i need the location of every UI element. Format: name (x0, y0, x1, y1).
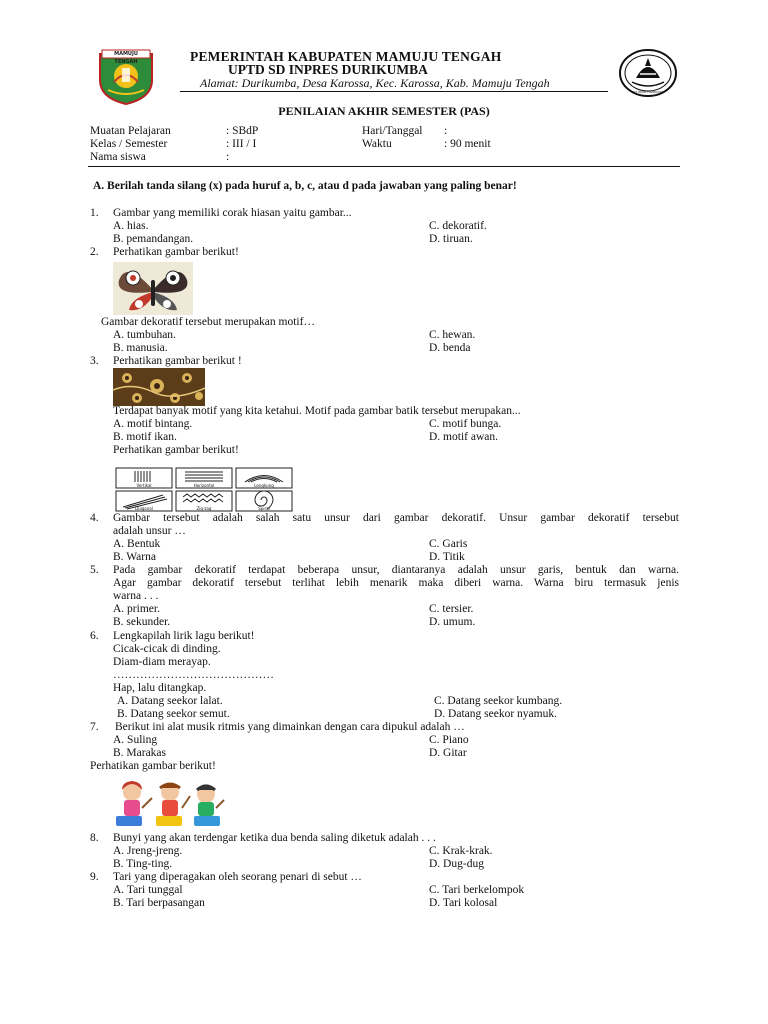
q6-option-d[interactable]: D. Datang seekor nyamuk. (434, 708, 557, 720)
q2-option-b[interactable]: B. manusia. (113, 342, 168, 354)
muatan-value: : SBdP (226, 125, 259, 137)
waktu-value: : 90 menit (444, 138, 491, 150)
q5-number: 5. (90, 564, 99, 576)
label-lengkung: Lengkung (254, 483, 274, 488)
q7-option-d[interactable]: D. Gitar (429, 747, 467, 759)
q2-stem: Gambar dekoratif tersebut merupakan motif… (101, 316, 315, 328)
q8-text: Bunyi yang akan terdengar ketika dua benda saling diketuk adalah . . . (113, 832, 436, 844)
q1-option-b[interactable]: B. pemandangan. (113, 233, 194, 245)
kelas-value: : III / I (226, 138, 257, 150)
q4-number: 4. (90, 512, 99, 524)
q5-option-a[interactable]: A. primer. (113, 603, 160, 615)
q1-option-c[interactable]: C. dekoratif. (429, 220, 487, 232)
q2-text: Perhatikan gambar berikut! (113, 246, 239, 258)
q3-option-d[interactable]: D. motif awan. (429, 431, 498, 443)
q4-option-b[interactable]: B. Warna (113, 551, 156, 563)
q3-number: 3. (90, 355, 99, 367)
q1-number: 1. (90, 207, 99, 219)
q9-option-b[interactable]: B. Tari berpasangan (113, 897, 205, 909)
label-zigzag: Zig-zag (196, 506, 212, 511)
q9-text: Tari yang diperagakan oleh seorang penari di sebut … (113, 871, 362, 883)
regency-logo-text: MAMUJU TENGAH (114, 51, 138, 65)
q8-intro: Perhatikan gambar berikut! (90, 760, 216, 772)
q6-number: 6. (90, 630, 99, 642)
q5-option-d[interactable]: D. umum. (429, 616, 476, 628)
nama-label: Nama siswa (90, 151, 146, 163)
q3-text: Perhatikan gambar berikut ! (113, 355, 242, 367)
kelas-label: Kelas / Semester (90, 138, 168, 150)
q4-line2: adalah unsur … (113, 525, 186, 537)
q4-intro: Perhatikan gambar berikut! (113, 444, 239, 456)
header-address: Alamat: Durikumba, Desa Karossa, Kec. Karossa, Kab. Mamuju Tengah (200, 76, 550, 90)
q9-option-c[interactable]: C. Tari berkelompok (429, 884, 525, 896)
label-vertikal: Vertikal (136, 483, 152, 488)
q6-option-c[interactable]: C. Datang seekor kumbang. (434, 695, 563, 707)
label-horizontal: Horizontal (193, 483, 215, 488)
line-types-picture (115, 467, 293, 513)
page-title: PENILAIAN AKHIR SEMESTER (PAS) (278, 104, 490, 118)
q7-option-b[interactable]: B. Marakas (113, 747, 167, 759)
q6-lyric-2: Diam-diam merayap. (113, 656, 211, 668)
waktu-label: Waktu (362, 138, 392, 150)
nama-value: : (226, 151, 230, 163)
header-line1: PEMERINTAH KABUPATEN MAMUJU TENGAH (190, 49, 502, 64)
q9-option-d[interactable]: D. Tari kolosal (429, 897, 498, 909)
q2-option-c[interactable]: C. hewan. (429, 329, 476, 341)
batik-picture (113, 368, 205, 406)
q6-text: Lengkapilah lirik lagu berikut! (113, 630, 255, 642)
q8-option-b[interactable]: B. Ting-ting. (113, 858, 173, 870)
q4-option-c[interactable]: C. Garis (429, 538, 468, 550)
label-spiral: Spiral (258, 506, 270, 511)
q5-option-c[interactable]: C. tersier. (429, 603, 474, 615)
q6-lyric-4: Hap, lalu ditangkap. (113, 682, 207, 694)
q7-number: 7. (90, 721, 99, 733)
q8-option-d[interactable]: D. Dug-dug (429, 858, 484, 870)
hari-value: : (444, 125, 448, 137)
q5-option-b[interactable]: B. sekunder. (113, 616, 171, 628)
q2-option-d[interactable]: D. benda (429, 342, 471, 354)
q7-text: Berikut ini alat musik ritmis yang dimainkan dengan cara dipukul adalah … (115, 721, 465, 733)
q8-number: 8. (90, 832, 99, 844)
hari-label: Hari/Tanggal (362, 125, 423, 137)
tut-wuri-text: TUT WURI HANDAYANI (631, 90, 665, 94)
info-rule (88, 166, 680, 167)
muatan-label: Muatan Pelajaran (90, 125, 171, 137)
tut-wuri-handayani-logo (618, 48, 678, 98)
q9-option-a[interactable]: A. Tari tunggal (113, 884, 183, 896)
q3-option-a[interactable]: A. motif bintang. (113, 418, 193, 430)
header-line2: UPTD SD INPRES DURIKUMBA (228, 62, 428, 77)
regency-logo (94, 46, 158, 106)
label-diagonal: Diagonal (135, 506, 153, 511)
section-a-instruction: A. Berilah tanda silang (x) pada huruf a, b, c, atau d pada jawaban yang paling benar! (93, 180, 517, 192)
q7-option-a[interactable]: A. Suling (113, 734, 158, 746)
q3-stem: Terdapat banyak motif yang kita ketahui. Motif pada gambar batik tersebut merupakan... (113, 405, 521, 417)
children-drumming-picture (112, 778, 228, 834)
q7-option-c[interactable]: C. Piano (429, 734, 469, 746)
q1-option-a[interactable]: A. hias. (113, 220, 149, 232)
q4-option-a[interactable]: A. Bentuk (113, 538, 161, 550)
q4-line1: Gambar tersebut adalah salah satu unsur dari gambar dekoratif. Unsur gambar dekoratif tersebut (113, 512, 679, 524)
q8-option-a[interactable]: A. Jreng-jreng. (113, 845, 183, 857)
q1-option-d[interactable]: D. tiruan. (429, 233, 473, 245)
q6-lyric-3: …………………………………… (113, 669, 274, 681)
q5-line3: warna . . . (113, 590, 159, 602)
q5-line2: Agar gambar dekoratif tersebut terlihat lebih menarik maka diberi warna. Warna biru termasuk jenis (113, 577, 679, 589)
q9-number: 9. (90, 871, 99, 883)
header-rule (180, 91, 608, 92)
q4-option-d[interactable]: D. Titik (429, 551, 465, 563)
q6-option-b[interactable]: B. Datang seekor semut. (117, 708, 230, 720)
q6-option-a[interactable]: A. Datang seekor lalat. (117, 695, 223, 707)
q3-option-b[interactable]: B. motif ikan. (113, 431, 177, 443)
q6-lyric-1: Cicak-cicak di dinding. (113, 643, 221, 655)
q3-option-c[interactable]: C. motif bunga. (429, 418, 502, 430)
q5-line1: Pada gambar dekoratif terdapat beberapa unsur, diantaranya adalah unsur garis, bentuk dan warna. (113, 564, 679, 576)
butterfly-picture (113, 262, 193, 315)
q8-option-c[interactable]: C. Krak-krak. (429, 845, 493, 857)
q2-number: 2. (90, 246, 99, 258)
q2-option-a[interactable]: A. tumbuhan. (113, 329, 176, 341)
q1-text: Gambar yang memiliki corak hiasan yaitu gambar... (113, 207, 352, 219)
